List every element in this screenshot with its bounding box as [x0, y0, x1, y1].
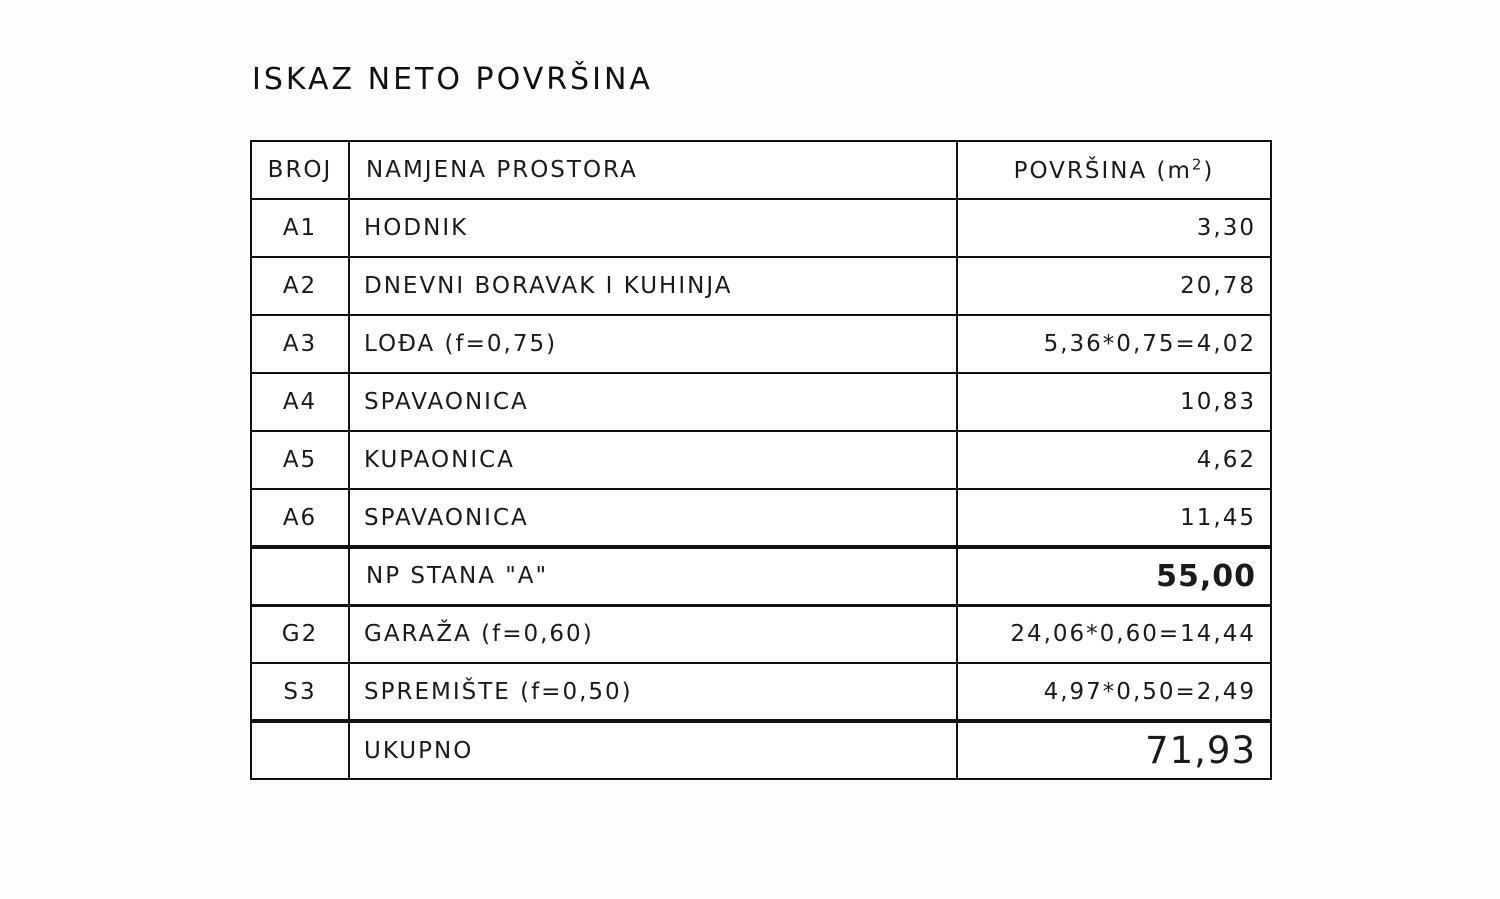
cell-purpose: DNEVNI BORAVAK I KUHINJA	[349, 257, 957, 315]
cell-number: A4	[251, 373, 349, 431]
table-row	[251, 257, 1271, 315]
area-schedule-table-wrapper	[250, 140, 1270, 780]
column-header-area	[957, 141, 1271, 199]
cell-number: S3	[251, 663, 349, 721]
cell-number: A1	[251, 199, 349, 257]
cell-number: G2	[251, 605, 349, 663]
column-header-area-text: POVRŠINA $(m^2)$	[1013, 155, 1215, 185]
cell-area: 4,62	[957, 431, 1271, 489]
page-title: ISKAZ NETO POVRŠINA	[252, 62, 653, 97]
cell-purpose: SPAVAONICA	[349, 489, 957, 547]
cell-area: 20,78	[957, 257, 1271, 315]
table-row	[251, 663, 1271, 721]
cell-purpose: SPREMIŠTE (f=0,50)	[349, 663, 957, 721]
cell-area: 4,97*0,50=2,49	[957, 663, 1271, 721]
cell-number	[251, 547, 349, 605]
table-row	[251, 199, 1271, 257]
cell-number	[251, 721, 349, 779]
table-row	[251, 547, 1271, 605]
table-row	[251, 373, 1271, 431]
cell-purpose: GARAŽA (f=0,60)	[349, 605, 957, 663]
table-row	[251, 721, 1271, 779]
cell-area: 55,00	[957, 547, 1271, 605]
table-body	[251, 141, 1271, 779]
cell-purpose: KUPAONICA	[349, 431, 957, 489]
cell-number: A3	[251, 315, 349, 373]
cell-purpose: HODNIK	[349, 199, 957, 257]
cell-number: A5	[251, 431, 349, 489]
column-header-number: BROJ	[251, 141, 349, 199]
cell-area: 3,30	[957, 199, 1271, 257]
cell-area: 5,36*0,75=4,02	[957, 315, 1271, 373]
cell-area: 24,06*0,60=14,44	[957, 605, 1271, 663]
table-row	[251, 431, 1271, 489]
cell-area: 10,83	[957, 373, 1271, 431]
cell-area: 71,93	[957, 721, 1271, 779]
cell-purpose: LOĐA (f=0,75)	[349, 315, 957, 373]
cell-number: A2	[251, 257, 349, 315]
cell-number: A6	[251, 489, 349, 547]
column-header-purpose: NAMJENA PROSTORA	[349, 141, 957, 199]
area-schedule-table	[250, 140, 1272, 780]
cell-purpose: SPAVAONICA	[349, 373, 957, 431]
table-row	[251, 605, 1271, 663]
table-header-row	[251, 141, 1271, 199]
table-row	[251, 315, 1271, 373]
cell-area: 11,45	[957, 489, 1271, 547]
cell-purpose: NP STANA "A"	[349, 547, 957, 605]
cell-purpose: UKUPNO	[349, 721, 957, 779]
table-row	[251, 489, 1271, 547]
